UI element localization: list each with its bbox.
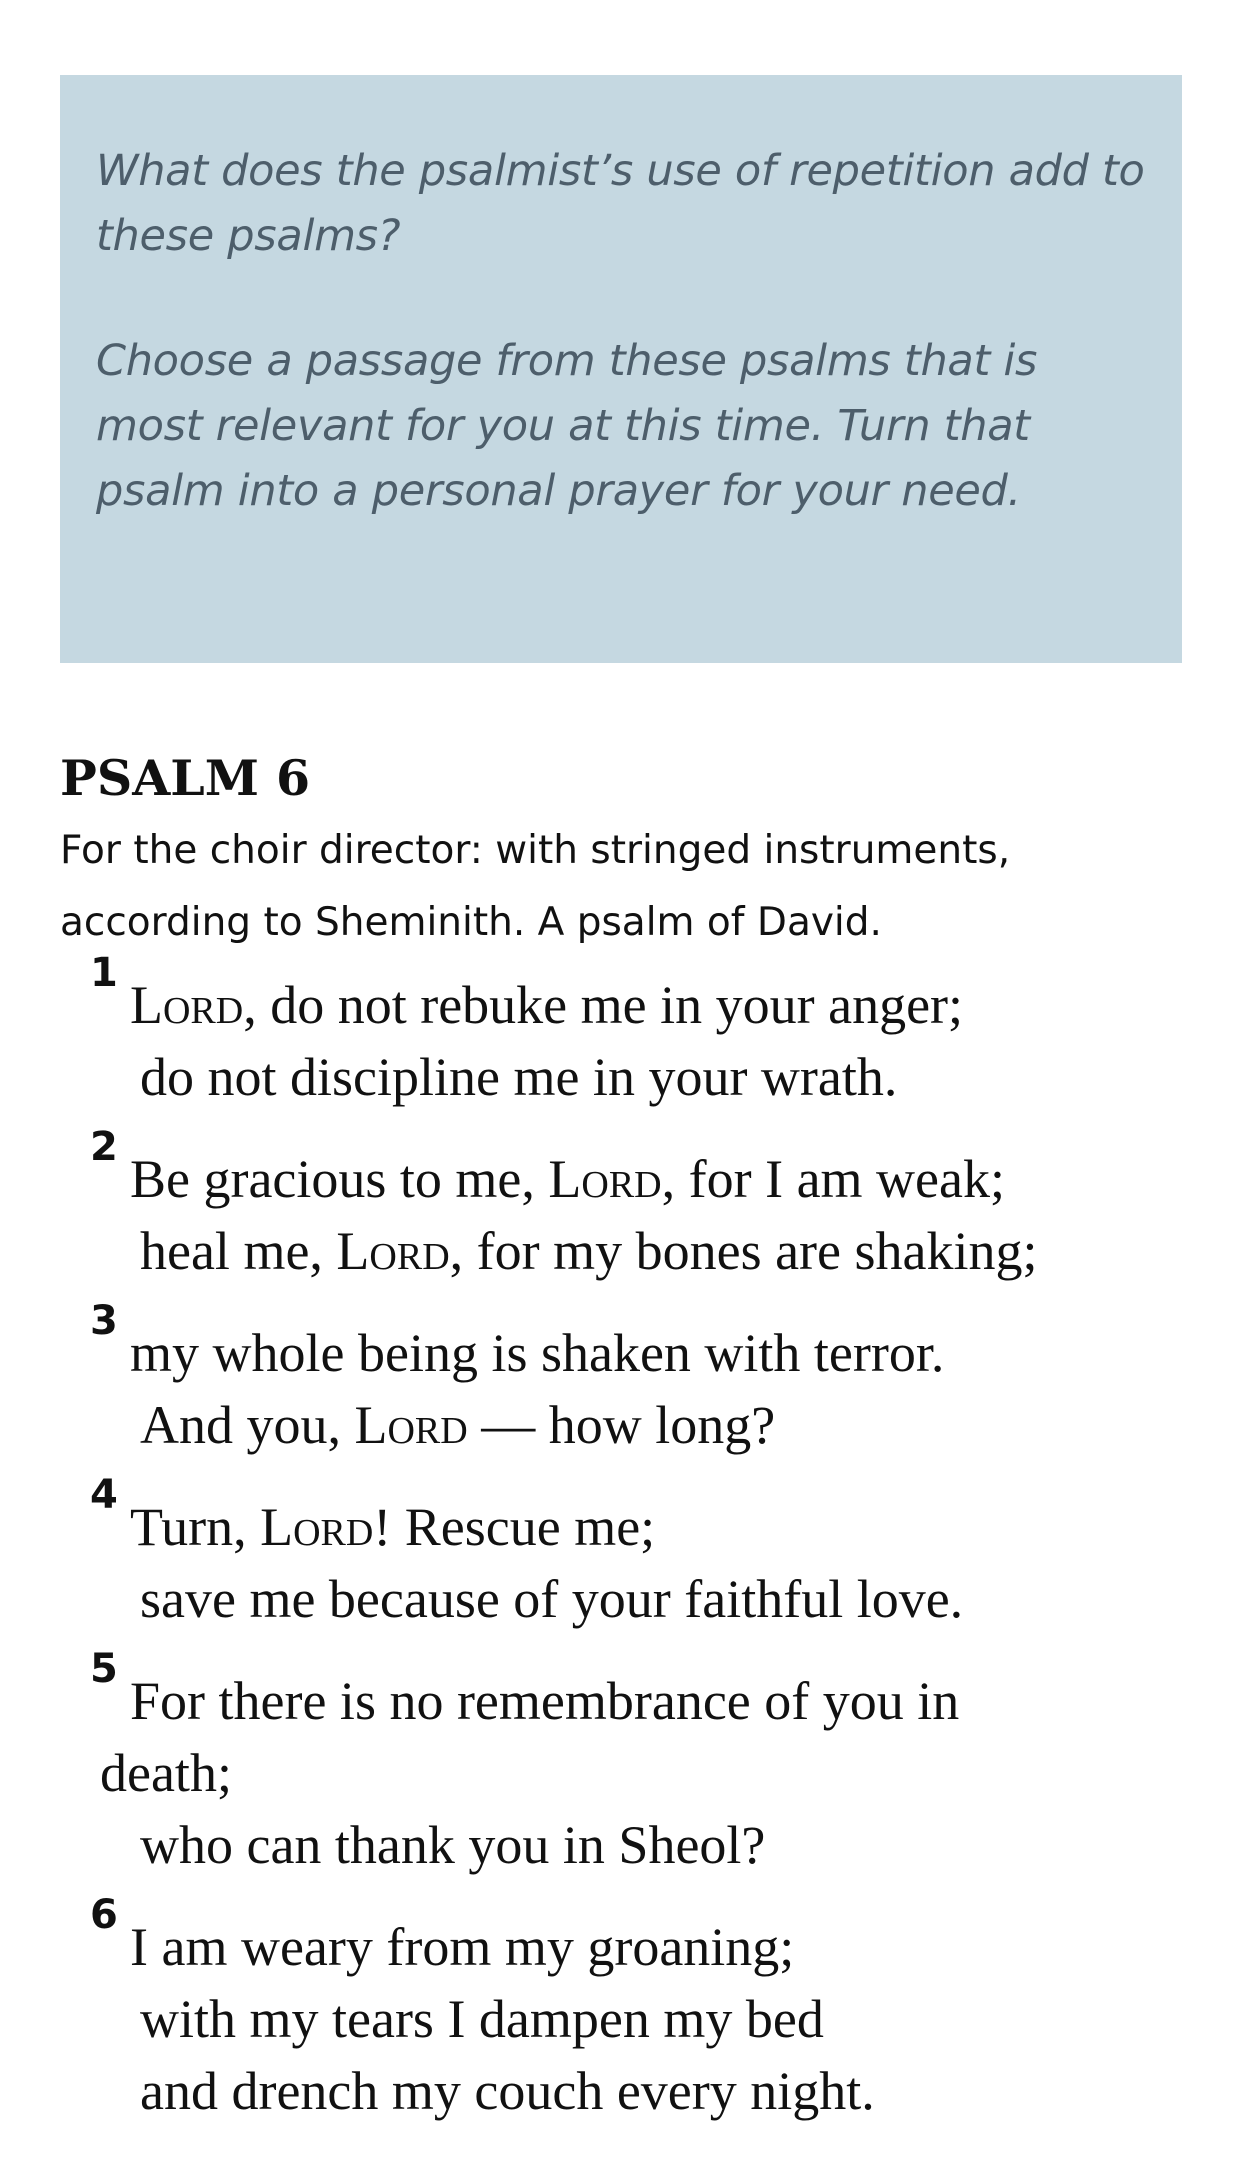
verse-line-wrap: death; [100, 1743, 232, 1803]
verse-6 [60, 1892, 1210, 2127]
callout-question-prayer: Choose a passage from these psalms that is most relevant for you at this time. Turn that psalm into a personal prayer for your need. [96, 336, 1038, 516]
verse-text: , for my bones are shaking; [449, 1221, 1038, 1281]
psalm-superscription [60, 815, 1190, 959]
verse-line [60, 1389, 1210, 1461]
callout-question-repetition: What does the psalmist’s use of repetition add to these psalms? [96, 146, 1145, 261]
verse-line: do not discipline me in your wrath. [140, 1047, 898, 1107]
verse-text: ! Rescue me; [373, 1497, 656, 1557]
verse-number: 3 [90, 1298, 118, 1344]
verse-number: 5 [90, 1646, 118, 1692]
verse-number: 6 [90, 1892, 118, 1938]
lord-divine-name: Lord [548, 1149, 662, 1209]
verse-line: my whole being is shaken with terror. [130, 1323, 945, 1383]
lord-divine-name: Lord [130, 975, 244, 1035]
verse-2 [60, 1124, 1210, 1287]
verse-line: and drench my couch every night. [140, 2061, 875, 2121]
verse-1 [60, 950, 1210, 1113]
superscription-line-2: according to Sheminith. A psalm of David. [60, 900, 882, 945]
verse-text: , do not rebuke me in your anger; [243, 975, 964, 1035]
lord-divine-name: Lord [336, 1221, 450, 1281]
psalm-verses [60, 950, 1210, 2127]
verse-line: who can thank you in Sheol? [140, 1815, 766, 1875]
verse-line [60, 1472, 1210, 1563]
verse-text: heal me, [140, 1221, 337, 1281]
verse-4 [60, 1472, 1210, 1635]
verse-3 [60, 1298, 1210, 1461]
verse-5 [60, 1646, 1210, 1881]
lord-divine-name: Lord [260, 1497, 374, 1557]
verse-line [60, 950, 1210, 1041]
verse-line: save me because of your faithful love. [140, 1569, 964, 1629]
verse-line: I am weary from my groaning; [130, 1917, 795, 1977]
verse-text: And you, [140, 1395, 355, 1455]
verse-line [60, 1215, 1210, 1287]
psalm-title: PSALM 6 [60, 749, 311, 807]
lord-divine-name: Lord [354, 1395, 468, 1455]
verse-text: , for I am weak; [661, 1149, 1005, 1209]
verse-number: 1 [90, 950, 118, 996]
verse-line [60, 1124, 1210, 1215]
superscription-line-1: For the choir director: with stringed instruments, [60, 828, 1011, 873]
verse-line: For there is no remembrance of you in [130, 1671, 960, 1731]
verse-number: 4 [90, 1472, 118, 1518]
verse-number: 2 [90, 1124, 118, 1170]
verse-text: Be gracious to me, [130, 1149, 549, 1209]
verse-text: — how long? [467, 1395, 776, 1455]
discussion-callout [60, 75, 1182, 663]
verse-line: with my tears I dampen my bed [140, 1989, 824, 2049]
verse-text: Turn, [130, 1497, 261, 1557]
